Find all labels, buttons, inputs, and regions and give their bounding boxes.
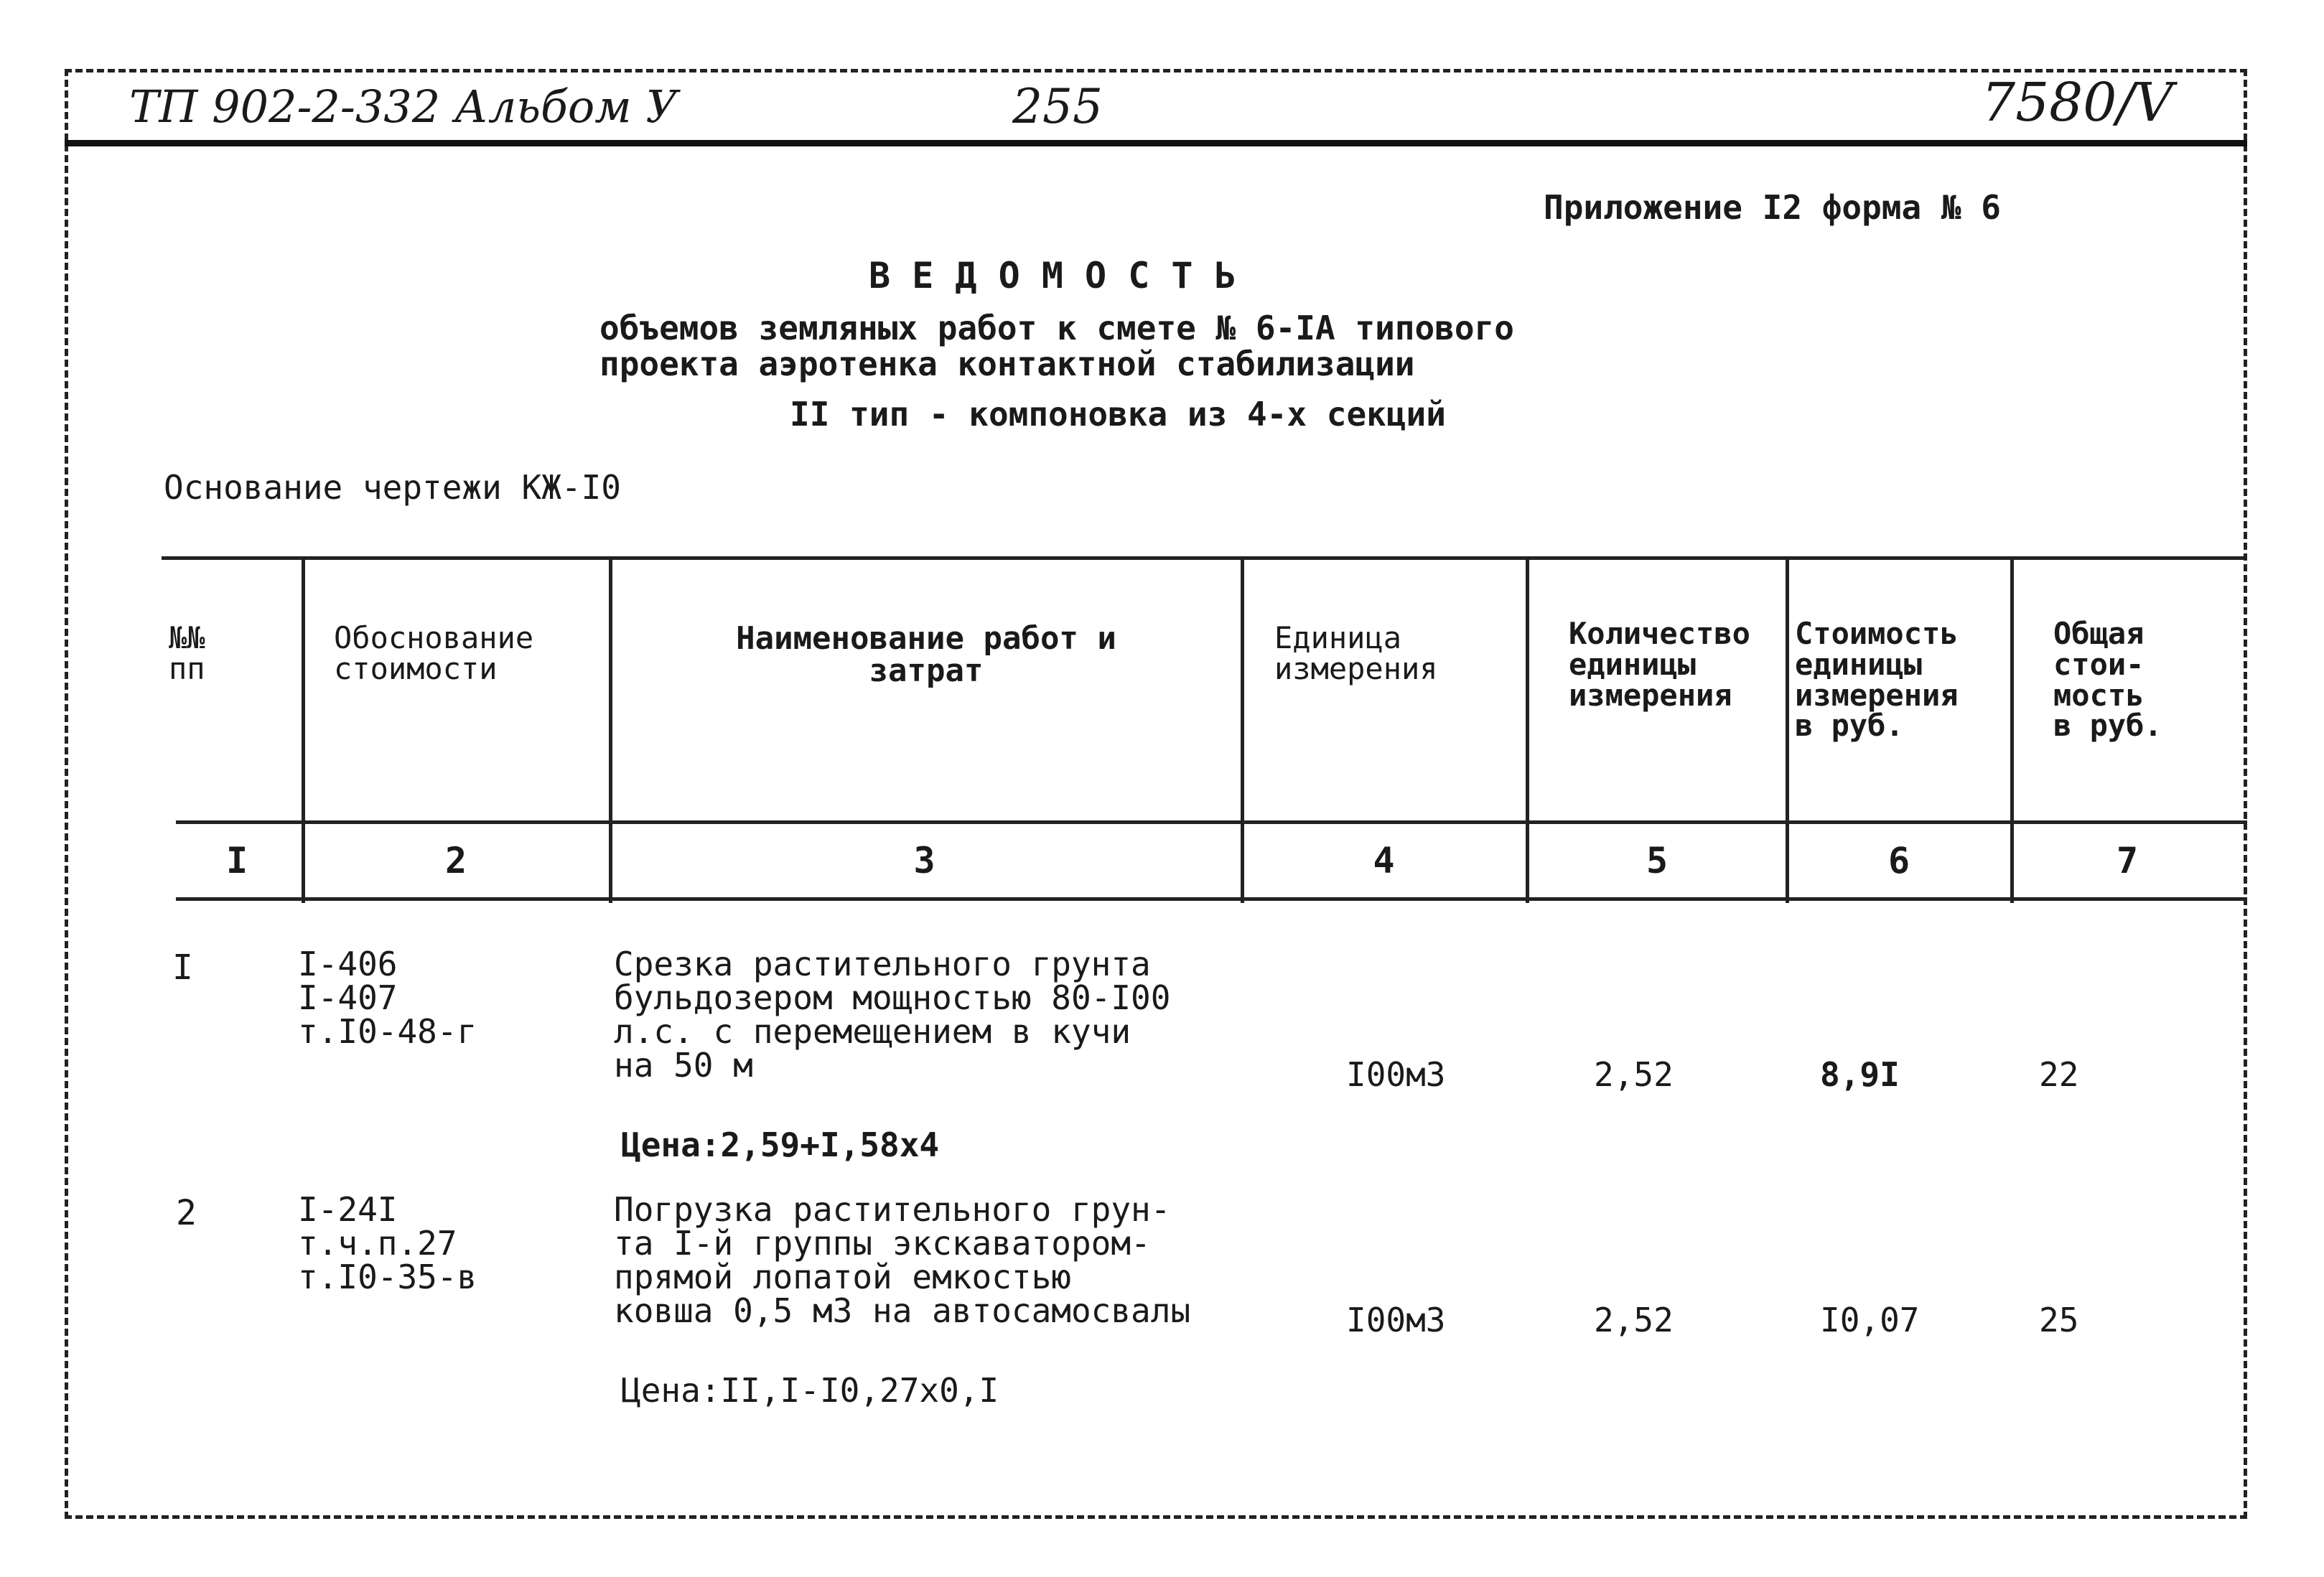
header-unit-cost: Стоимость единицы измерения в руб. <box>1795 616 1959 744</box>
colnum-2: 2 <box>444 840 467 881</box>
row-1-price: Цена:2,59+I,58x4 <box>621 1126 940 1164</box>
album-label: ТП 902-2-332 Альбом У <box>129 80 678 133</box>
header-basis: Обоснование стоимости <box>334 620 534 686</box>
colnum-3: 3 <box>913 840 935 881</box>
archive-number: 7580/V <box>1982 72 2173 134</box>
row-1-qty: 2,52 <box>1594 1055 1674 1094</box>
header-num: №№ пп <box>169 620 205 686</box>
header-name: Наименование работ и затрат <box>736 620 1116 689</box>
header-qty: Количество единицы измерения <box>1569 616 1750 713</box>
title-line-1: объемов земляных работ к смете № 6-IA типового <box>599 309 1514 347</box>
row-2-total: 25 <box>2039 1301 2079 1339</box>
row-2-num: 2 <box>176 1193 197 1233</box>
row-2-unit: I00м3 <box>1346 1301 1446 1339</box>
row-1-name: Срезка растительного грунта бульдозером мощностью 80-I00 л.с. с перемещением в кучи на 50 м <box>614 945 1171 1085</box>
row-1-basis: I-406 I-407 т.I0-48-г <box>298 945 477 1051</box>
appendix-label: Приложение I2 форма № 6 <box>1544 188 2001 227</box>
colnum-7: 7 <box>2116 840 2139 881</box>
table-top-rule <box>162 556 2247 560</box>
page-number: 255 <box>1012 79 1103 134</box>
row-1-total: 22 <box>2039 1055 2079 1094</box>
row-2-name: Погрузка растительного грун- та I-й группы экскаватором- прямой лопатой емкостью ковша 0,5 м3 на автосамосвалы <box>614 1190 1191 1330</box>
row-2-price: Цена:II,I-I0,27x0,I <box>621 1371 999 1410</box>
header-total: Общая стои- мость в руб. <box>2053 616 2162 744</box>
colnum-4: 4 <box>1373 840 1395 881</box>
basis-drawings: Основание чертежи КЖ-I0 <box>164 468 621 507</box>
colnum-6: 6 <box>1887 840 1910 881</box>
colnum-1: I <box>225 840 248 881</box>
row-2-qty: 2,52 <box>1594 1301 1674 1339</box>
row-2-unit-cost: I0,07 <box>1820 1301 1920 1339</box>
row-1-num: I <box>172 947 193 988</box>
table-header-rule <box>176 820 2247 824</box>
row-2-basis: I-24I т.ч.п.27 т.I0-35-в <box>298 1190 477 1296</box>
table-colnum-rule <box>176 897 2247 901</box>
document-title: В Е Д О М О С Т Ь <box>869 255 1236 296</box>
header-unit: Единица измерения <box>1274 620 1438 686</box>
title-line-2: проекта аэротенка контактной стабилизации <box>599 345 1415 383</box>
row-1-unit-cost: 8,9I <box>1820 1055 1900 1094</box>
row-1-unit: I00м3 <box>1346 1055 1446 1094</box>
header-rule <box>65 140 2247 146</box>
title-line-3: II тип - компоновка из 4-х секций <box>790 395 1446 434</box>
colnum-5: 5 <box>1646 840 1669 881</box>
